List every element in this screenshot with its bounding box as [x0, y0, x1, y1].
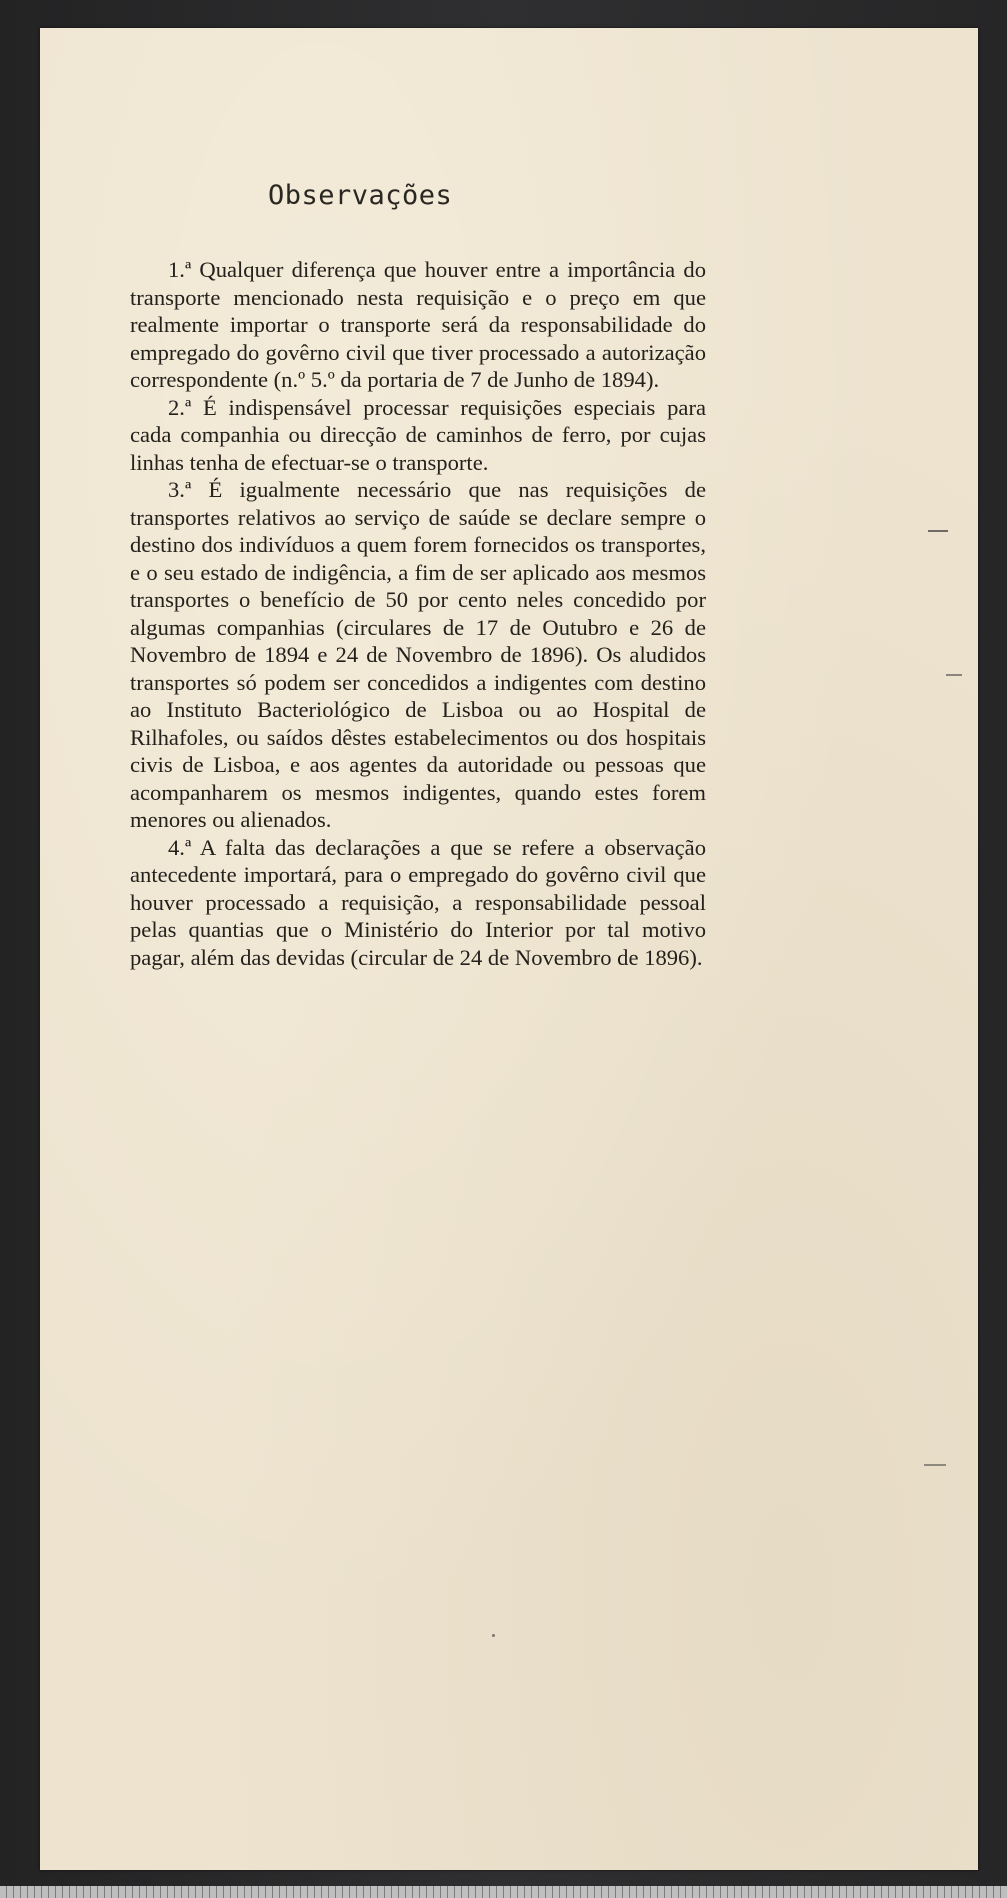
observation-paragraph-3: 3.ª É igualmente necessário que nas requisições de transportes relativos ao serviço de saúde se declare sempre o destino dos indivíduos a quem forem fornecidos os transportes, e o seu estado de indigência, a fim de ser aplicado aos mesmos transportes o benefício de 50 por cento neles concedido por algumas companhias (circulares de 17 de Outubro e 26 de Novembro de 1894 e 24 de Novembro de 1896). Os aludidos transportes só podem ser concedidos a indigentes com destino ao Instituto Bacteriológico de Lisboa ou ao Hospital de Rilhafoles, ou saídos dêstes estabelecimentos ou dos hospitais civis de Lisboa, e aos agentes da autoridade ou pessoas que acompanharem os mesmos indigentes, quando estes forem menores ou alienados. [130, 477, 706, 832]
scan-ruler [0, 1886, 1007, 1898]
margin-mark [946, 674, 962, 676]
document-page [40, 28, 978, 1870]
page-title: Observações [268, 180, 453, 211]
margin-mark [924, 1464, 946, 1466]
margin-mark [928, 530, 948, 532]
paper-speck [492, 1634, 495, 1637]
observation-paragraph-2: 2.ª É indispensável processar requisições especiais para cada companhia ou direcção de caminhos de ferro, por cujas linhas tenha de efectuar-se o transporte. [130, 394, 706, 475]
observations-text [130, 256, 706, 971]
observation-paragraph-1: 1.ª Qualquer diferença que houver entre a importância do transporte mencionado nesta requisição e o preço em que realmente importar o transporte será da responsabilidade do empregado do govêrno civil que tiver processado a autorização correspondente (n.º 5.º da portaria de 7 de Junho de 1894). [130, 257, 706, 392]
observation-paragraph-4: 4.ª A falta das declarações a que se refere a observação antecedente importará, para o empregado do govêrno civil que houver processado a requisição, a responsabilidade pessoal pelas quantias que o Ministério do Interior por tal motivo pagar, além das devidas (circular de 24 de Novembro de 1896). [130, 834, 706, 970]
